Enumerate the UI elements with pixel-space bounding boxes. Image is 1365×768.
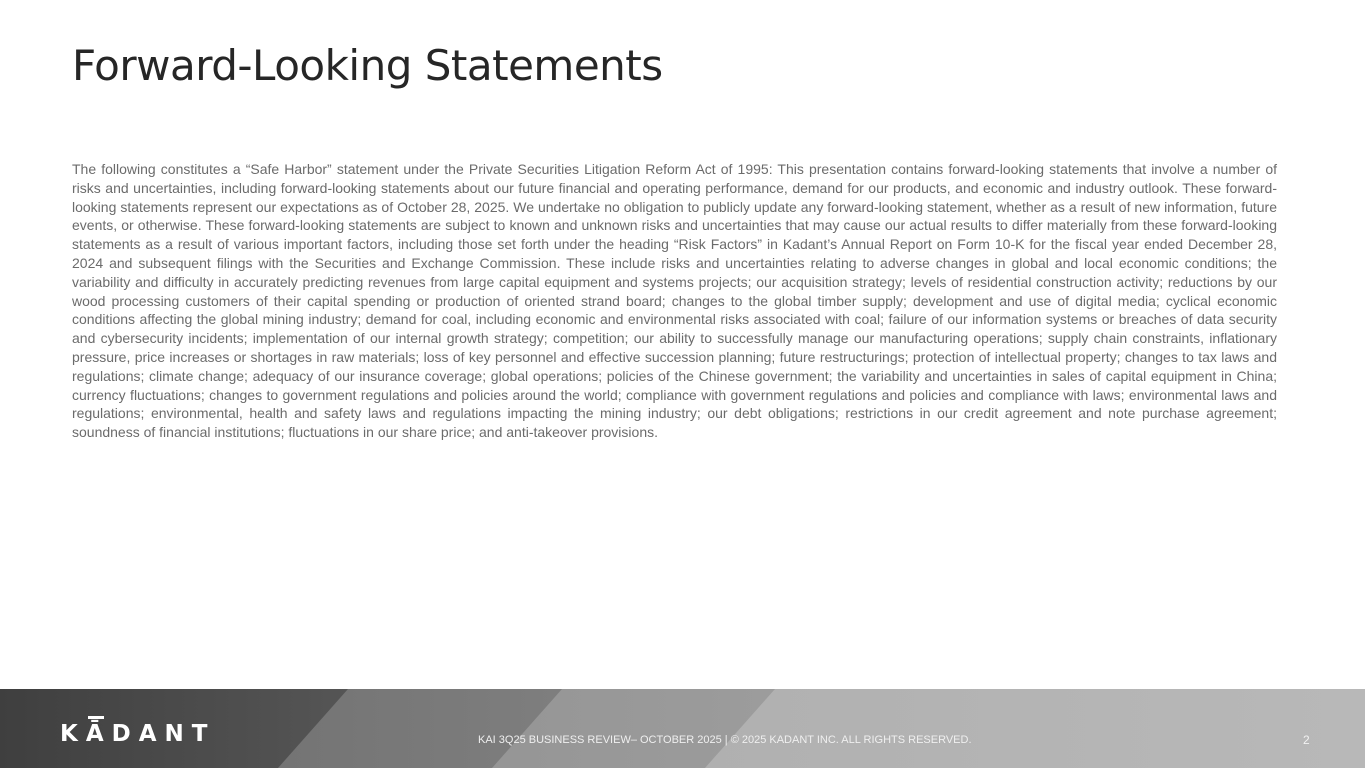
kadant-logo — [60, 713, 220, 745]
page-number: 2 — [1303, 733, 1310, 747]
logo-text: KĀDANT — [60, 721, 216, 745]
footer-copyright-text: KAI 3Q25 BUSINESS REVIEW– OCTOBER 2025 | © 2025 KADANT INC. ALL RIGHTS RESERVED. — [478, 734, 972, 746]
page-title: Forward-Looking Statements — [72, 41, 663, 90]
safe-harbor-paragraph: The following constitutes a “Safe Harbor” statement under the Private Securities Litigation Reform Act of 1995: This presentation contains forward-looking statements that involve a number of risks and uncertainties, including forward-looking statements about our future financial and operating performance, demand for our products, and economic and industry outlook. These forward-looking statements represent our expectations as of October 28, 2025. We undertake no obligation to publicly update any forward-looking statement, whether as a result of new information, future events, or otherwise. These forward-looking statements are subject to known and unknown risks and uncertainties that may cause our actual results to differ materially from these forward-looking statements as a result of various important factors, including those set forth under the heading “Risk Factors” in Kadant’s Annual Report on Form 10-K for the fiscal year ended December 28, 2024 and subsequent filings with the Securities and Exchange Commission. These include risks and uncertainties relating to adverse changes in global and local economic conditions; the variability and difficulty in accurately predicting revenues from large capital equipment and systems projects; our acquisition strategy; levels of residential construction activity; reductions by our wood processing customers of their capital spending or production of oriented strand board; changes to the global timber supply; development and use of digital media; cyclical economic conditions affecting the global mining industry; demand for coal, including economic and environmental risks associated with coal; failure of our information systems or breaches of data security and cybersecurity incidents; implementation of our internal growth strategy; competition; our ability to successfully manage our manufacturing operations; supply chain constraints, inflationary pressure, price increases or shortages in raw materials; loss of key personnel and effective succession planning; future restructurings; protection of intellectual property; changes to tax laws and regulations; climate change; adequacy of our insurance coverage; global operations; policies of the Chinese government; the variability and uncertainties in sales of capital equipment in China; currency fluctuations; changes to government regulations and policies around the world; compliance with government regulations and policies and compliance with laws; environmental laws and regulations; environmental, health and safety laws and regulations impacting the mining industry; our debt obligations; restrictions in our credit agreement and note purchase agreement; soundness of financial institutions; fluctuations in our share price; and anti-takeover provisions. — [72, 161, 1277, 441]
